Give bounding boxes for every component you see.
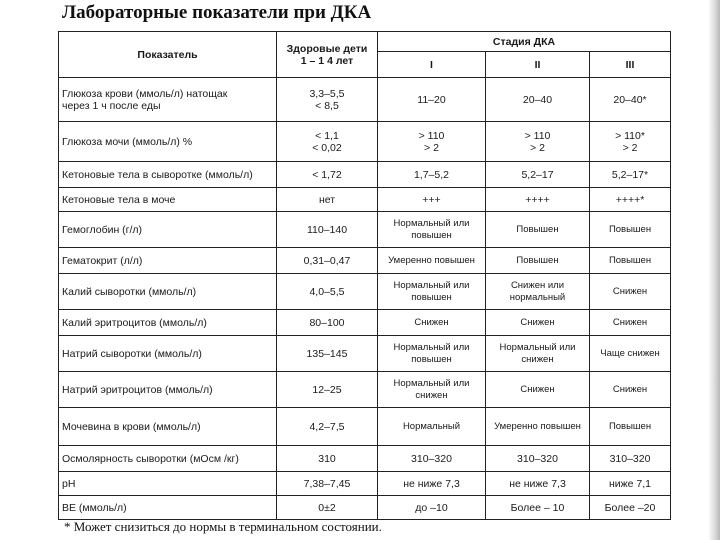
row-stage-3 bbox=[590, 122, 671, 162]
table-row bbox=[59, 408, 671, 446]
table-row bbox=[59, 310, 671, 336]
row-stage-3-line1: > 110* bbox=[615, 129, 645, 142]
row-stage-3: 5,2–17* bbox=[590, 162, 671, 188]
table-row bbox=[59, 78, 671, 122]
header-healthy-age: 1 – 1 4 лет bbox=[300, 54, 354, 67]
row-stage-1: Умеренно повышен bbox=[378, 248, 486, 274]
row-name: Калий сыворотки (ммоль/л) bbox=[59, 274, 277, 310]
row-healthy bbox=[277, 122, 378, 162]
row-name bbox=[59, 78, 277, 122]
row-stage-2 bbox=[486, 122, 590, 162]
row-name: Натрий эритроцитов (ммоль/л) bbox=[59, 372, 277, 408]
row-stage-1: 1,7–5,2 bbox=[378, 162, 486, 188]
header-stage: Стадия ДКА bbox=[378, 32, 671, 52]
row-healthy: 12–25 bbox=[277, 372, 378, 408]
row-stage-2: Повышен bbox=[486, 248, 590, 274]
row-stage-3: Более –20 bbox=[590, 496, 671, 520]
table-row bbox=[59, 274, 671, 310]
row-healthy: 110–140 bbox=[277, 212, 378, 248]
row-stage-1: Нормальный или повышен bbox=[378, 274, 486, 310]
header-indicator: Показатель bbox=[59, 32, 277, 78]
header-healthy bbox=[277, 32, 378, 78]
row-stage-2: не ниже 7,3 bbox=[486, 472, 590, 496]
table-row bbox=[59, 122, 671, 162]
table-row bbox=[59, 446, 671, 472]
row-stage-1-line2: > 2 bbox=[424, 141, 439, 154]
table-row bbox=[59, 472, 671, 496]
row-stage-2-line1: > 110 bbox=[524, 129, 551, 142]
row-stage-1: не ниже 7,3 bbox=[378, 472, 486, 496]
row-name: Осмолярность сыворотки (мОсм /кг) bbox=[59, 446, 277, 472]
row-healthy: нет bbox=[277, 188, 378, 212]
row-healthy: 4,2–7,5 bbox=[277, 408, 378, 446]
footnote: * Может снизиться до нормы в терминальном состоянии. bbox=[64, 519, 382, 534]
row-stage-1: Снижен bbox=[378, 310, 486, 336]
row-healthy-line2: < 8,5 bbox=[315, 99, 339, 112]
page-title: Лабораторные показатели при ДКА bbox=[62, 2, 372, 23]
row-stage-3: Снижен bbox=[590, 274, 671, 310]
row-stage-2: Снижен bbox=[486, 310, 590, 336]
row-stage-1: Нормальный bbox=[378, 408, 486, 446]
row-healthy: 7,38–7,45 bbox=[277, 472, 378, 496]
row-name: Кетоновые тела в сыворотке (ммоль/л) bbox=[59, 162, 277, 188]
row-stage-2: Более – 10 bbox=[486, 496, 590, 520]
row-name: Глюкоза мочи (ммоль/л) % bbox=[59, 122, 277, 162]
row-name: BE (ммоль/л) bbox=[59, 496, 277, 520]
row-name: Калий эритроцитов (ммоль/л) bbox=[59, 310, 277, 336]
row-name-line2: через 1 ч после еды bbox=[62, 99, 161, 112]
row-stage-1: 310–320 bbox=[378, 446, 486, 472]
row-stage-3: Чаще снижен bbox=[590, 336, 671, 372]
row-name: Кетоновые тела в моче bbox=[59, 188, 277, 212]
row-stage-1: Нормальный или повышен bbox=[378, 212, 486, 248]
table-row bbox=[59, 372, 671, 408]
row-name: Мочевина в крови (ммоль/л) bbox=[59, 408, 277, 446]
header-stage-2: II bbox=[486, 52, 590, 78]
row-stage-2: Умеренно повышен bbox=[486, 408, 590, 446]
slide-edge-shadow bbox=[708, 0, 720, 540]
row-stage-1 bbox=[378, 122, 486, 162]
row-name: pH bbox=[59, 472, 277, 496]
row-healthy-line1: 3,3–5,5 bbox=[309, 87, 345, 100]
row-stage-2: 5,2–17 bbox=[486, 162, 590, 188]
row-stage-1: до –10 bbox=[378, 496, 486, 520]
row-stage-2: Нормальный или снижен bbox=[486, 336, 590, 372]
row-stage-2-line2: > 2 bbox=[530, 141, 545, 154]
table-row bbox=[59, 212, 671, 248]
row-name: Натрий сыворотки (ммоль/л) bbox=[59, 336, 277, 372]
row-healthy-line1: < 1,1 bbox=[315, 129, 339, 142]
row-healthy: 80–100 bbox=[277, 310, 378, 336]
row-healthy: 0,31–0,47 bbox=[277, 248, 378, 274]
row-stage-1: Нормальный или повышен bbox=[378, 336, 486, 372]
row-stage-3: Снижен bbox=[590, 310, 671, 336]
row-stage-3: 310–320 bbox=[590, 446, 671, 472]
header-row-1 bbox=[59, 32, 671, 52]
row-healthy: 310 bbox=[277, 446, 378, 472]
row-stage-1: +++ bbox=[378, 188, 486, 212]
table-row bbox=[59, 496, 671, 520]
table-row bbox=[59, 162, 671, 188]
table-row bbox=[59, 188, 671, 212]
row-stage-1-line1: > 110 bbox=[418, 129, 445, 142]
row-stage-2: ++++ bbox=[486, 188, 590, 212]
lab-table bbox=[58, 31, 671, 520]
header-stage-3: III bbox=[590, 52, 671, 78]
row-stage-3-line2: > 2 bbox=[622, 141, 638, 154]
row-stage-3: ++++* bbox=[590, 188, 671, 212]
row-healthy: < 1,72 bbox=[277, 162, 378, 188]
row-stage-3: Повышен bbox=[590, 248, 671, 274]
row-stage-3: 20–40* bbox=[590, 78, 671, 122]
row-stage-2: 310–320 bbox=[486, 446, 590, 472]
row-stage-2: Снижен или нормальный bbox=[486, 274, 590, 310]
row-stage-3: ниже 7,1 bbox=[590, 472, 671, 496]
row-healthy bbox=[277, 78, 378, 122]
row-stage-3: Снижен bbox=[590, 372, 671, 408]
row-healthy: 135–145 bbox=[277, 336, 378, 372]
row-stage-3: Повышен bbox=[590, 212, 671, 248]
table-row bbox=[59, 248, 671, 274]
row-stage-2: 20–40 bbox=[486, 78, 590, 122]
row-healthy: 4,0–5,5 bbox=[277, 274, 378, 310]
row-stage-1: 11–20 bbox=[378, 78, 486, 122]
row-stage-2: Снижен bbox=[486, 372, 590, 408]
row-stage-3: Повышен bbox=[590, 408, 671, 446]
row-name-line1: Глюкоза крови (ммоль/л) натощак bbox=[62, 87, 228, 100]
row-stage-2: Повышен bbox=[486, 212, 590, 248]
row-name: Гемоглобин (г/л) bbox=[59, 212, 277, 248]
table-row bbox=[59, 336, 671, 372]
row-stage-1: Нормальный или снижен bbox=[378, 372, 486, 408]
header-healthy-label: Здоровые дети bbox=[286, 42, 368, 55]
header-stage-1: I bbox=[378, 52, 486, 78]
row-name: Гематокрит (л/л) bbox=[59, 248, 277, 274]
row-healthy-line2: < 0,02 bbox=[312, 141, 342, 154]
row-healthy: 0±2 bbox=[277, 496, 378, 520]
